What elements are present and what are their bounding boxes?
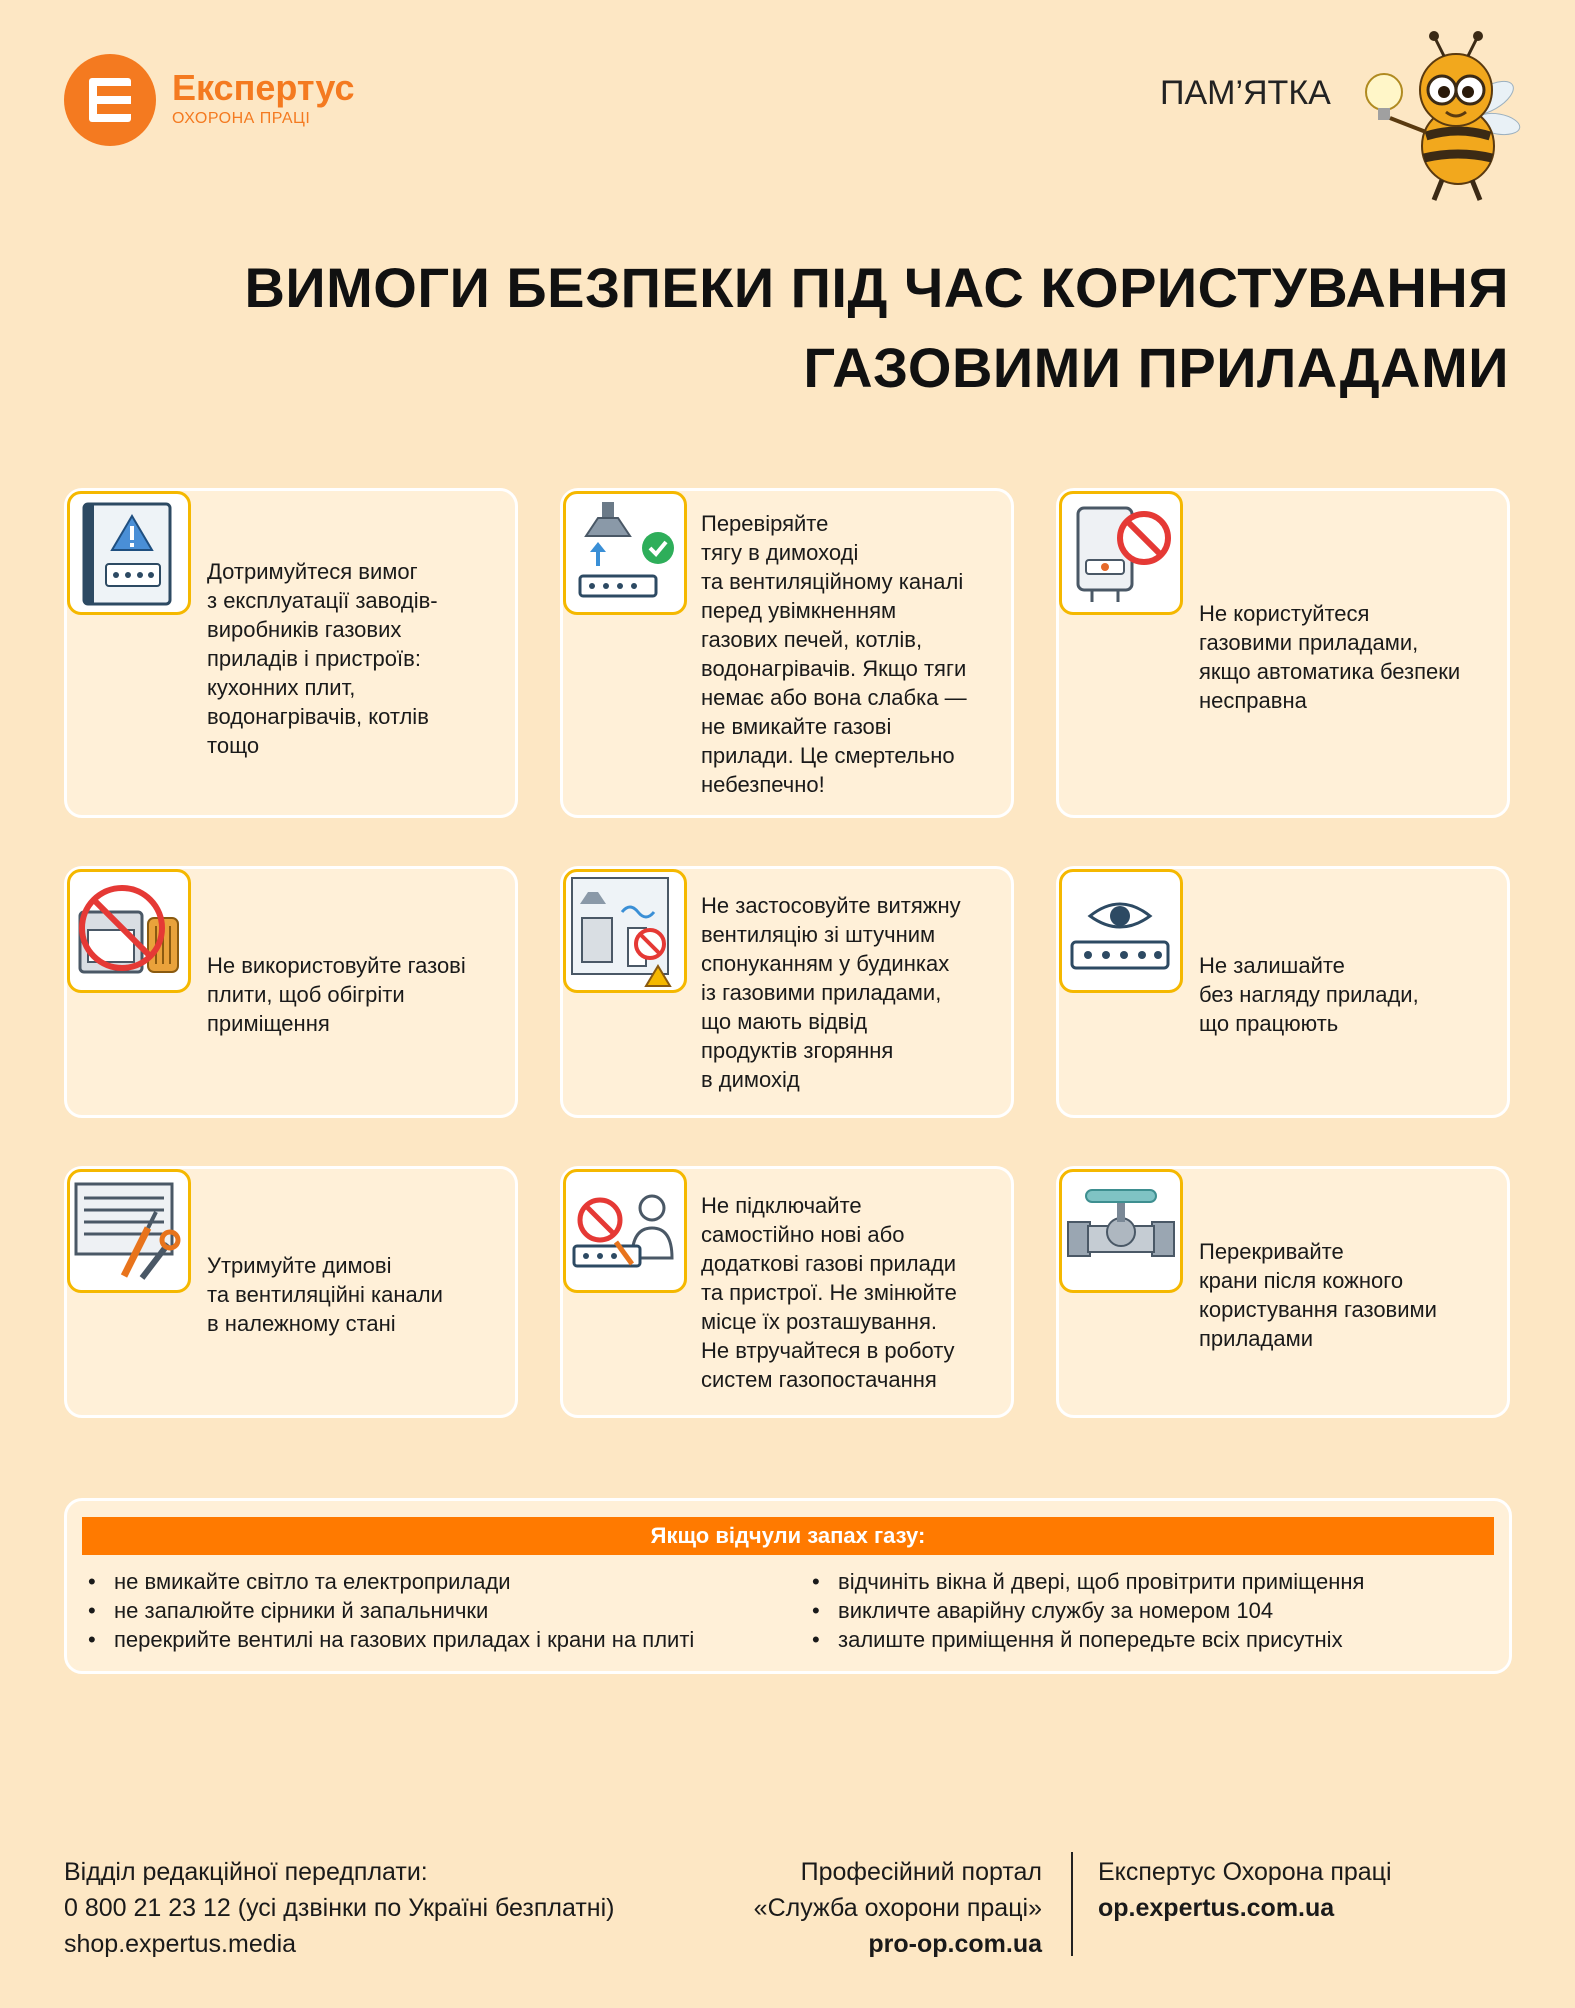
- card-text: Не застосовуйте витяжну вентиляцію зі штучним спонуканням у будинках із газовими приладами, що мають відвід продуктів згоряння в димохід: [701, 893, 961, 1092]
- footer-phone[interactable]: 0 800 21 23 12 (усі дзвінки по Україні безплатні): [64, 1894, 615, 1922]
- rule-card-3: [1056, 488, 1510, 818]
- stove-heater-prohibited-icon: [70, 872, 188, 990]
- footer-subscription-title: Відділ редакційної передплати:: [64, 1858, 428, 1886]
- rule-card-5: [560, 866, 1014, 1118]
- card-text: Перекривайте крани після кожного користування газовими приладами: [1199, 1239, 1437, 1351]
- footer-brand-link[interactable]: op.expertus.com.ua: [1098, 1894, 1335, 1922]
- footer-portal: [754, 1854, 1042, 1962]
- rule-card-6: [1056, 866, 1510, 1118]
- eye-stove-icon: [1062, 872, 1180, 990]
- page-title: [244, 248, 1509, 408]
- gas-smell-list-right: [812, 1567, 1364, 1654]
- card-text: Дотримуйтеся вимог з експлуатації заводів- виробників газових приладів і пристроїв: кухонних плит, водонагрівачів, котлів тощо: [207, 559, 438, 758]
- footer-portal-name: «Служба охорони праці»: [753, 1894, 1042, 1922]
- footer-brand-title: Експертус Охорона праці: [1098, 1858, 1392, 1886]
- list-item: • відчиніть вікна й двері, щоб провітрити приміщення: [812, 1567, 1364, 1596]
- list-item: • залиште приміщення й попередьте всіх присутніх: [812, 1625, 1364, 1654]
- manual-warning-icon: [70, 494, 188, 612]
- card-text: Не залишайте без нагляду прилади, що працюють: [1199, 953, 1419, 1036]
- self-install-prohibited-icon: [566, 1172, 684, 1290]
- vent-tools-icon: [70, 1172, 188, 1290]
- title-line-2: ГАЗОВИМИ ПРИЛАДАМИ: [803, 336, 1509, 399]
- rule-card-9: [1056, 1166, 1510, 1418]
- list-item: • перекрийте вентилі на газових приладах і крани на плиті: [88, 1625, 694, 1654]
- brand-logo-icon: [64, 54, 156, 146]
- forced-ventilation-prohibited-icon: [566, 872, 684, 990]
- card-text: Утримуйте димові та вентиляційні канали в належному стані: [207, 1253, 443, 1336]
- footer-brand: [1098, 1854, 1392, 1926]
- brand-subtitle: ОХОРОНА ПРАЦІ: [172, 110, 311, 127]
- list-item: • не вмикайте світло та електроприлади: [88, 1567, 694, 1596]
- bee-mascot-icon: [1360, 28, 1530, 206]
- boiler-prohibited-icon: [1062, 494, 1180, 612]
- rule-card-8: [560, 1166, 1014, 1418]
- footer-subscription: [64, 1854, 614, 1962]
- gas-smell-heading: Якщо відчули запах газу:: [82, 1517, 1494, 1555]
- document-type: ПАМ’ЯТКА: [1160, 74, 1331, 112]
- gas-valve-icon: [1062, 1172, 1180, 1290]
- footer-shop-link[interactable]: shop.expertus.media: [64, 1930, 297, 1958]
- rule-card-2: [560, 488, 1014, 818]
- rule-card-4: [64, 866, 518, 1118]
- footer-portal-title: Професійний портал: [800, 1858, 1042, 1886]
- card-text: Не використовуйте газові плити, щоб обігріти приміщення: [207, 953, 466, 1036]
- list-item: • викличте аварійну службу за номером 104: [812, 1596, 1364, 1625]
- gas-smell-list-left: [88, 1567, 694, 1654]
- card-text: Не підключайте самостійно нові або додаткові газові прилади та пристрої. Не змінюйте місце їх розташування. Не втручайтеся в роботу систем газопостачання: [701, 1193, 957, 1392]
- footer-divider: [1071, 1852, 1073, 1956]
- brand-name: Експертус: [172, 67, 355, 108]
- title-line-1: ВИМОГИ БЕЗПЕКИ ПІД ЧАС КОРИСТУВАННЯ: [244, 256, 1509, 319]
- rule-card-7: [64, 1166, 518, 1418]
- card-text: Не користуйтеся газовими приладами, якщо автоматика безпеки несправна: [1199, 601, 1461, 713]
- footer-portal-link[interactable]: pro-op.com.ua: [868, 1930, 1042, 1958]
- list-item: • не запалюйте сірники й запальнички: [88, 1596, 694, 1625]
- card-text: Перевіряйте тягу в димоході та вентиляційному каналі перед увімкненням газових печей, котлів, водонагрівачів. Якщо тяги немає або вона слабка — не вмикайте газові прилади. Це смертельно небезпечно!: [701, 511, 967, 797]
- rule-card-1: [64, 488, 518, 818]
- hood-draft-check-icon: [566, 494, 684, 612]
